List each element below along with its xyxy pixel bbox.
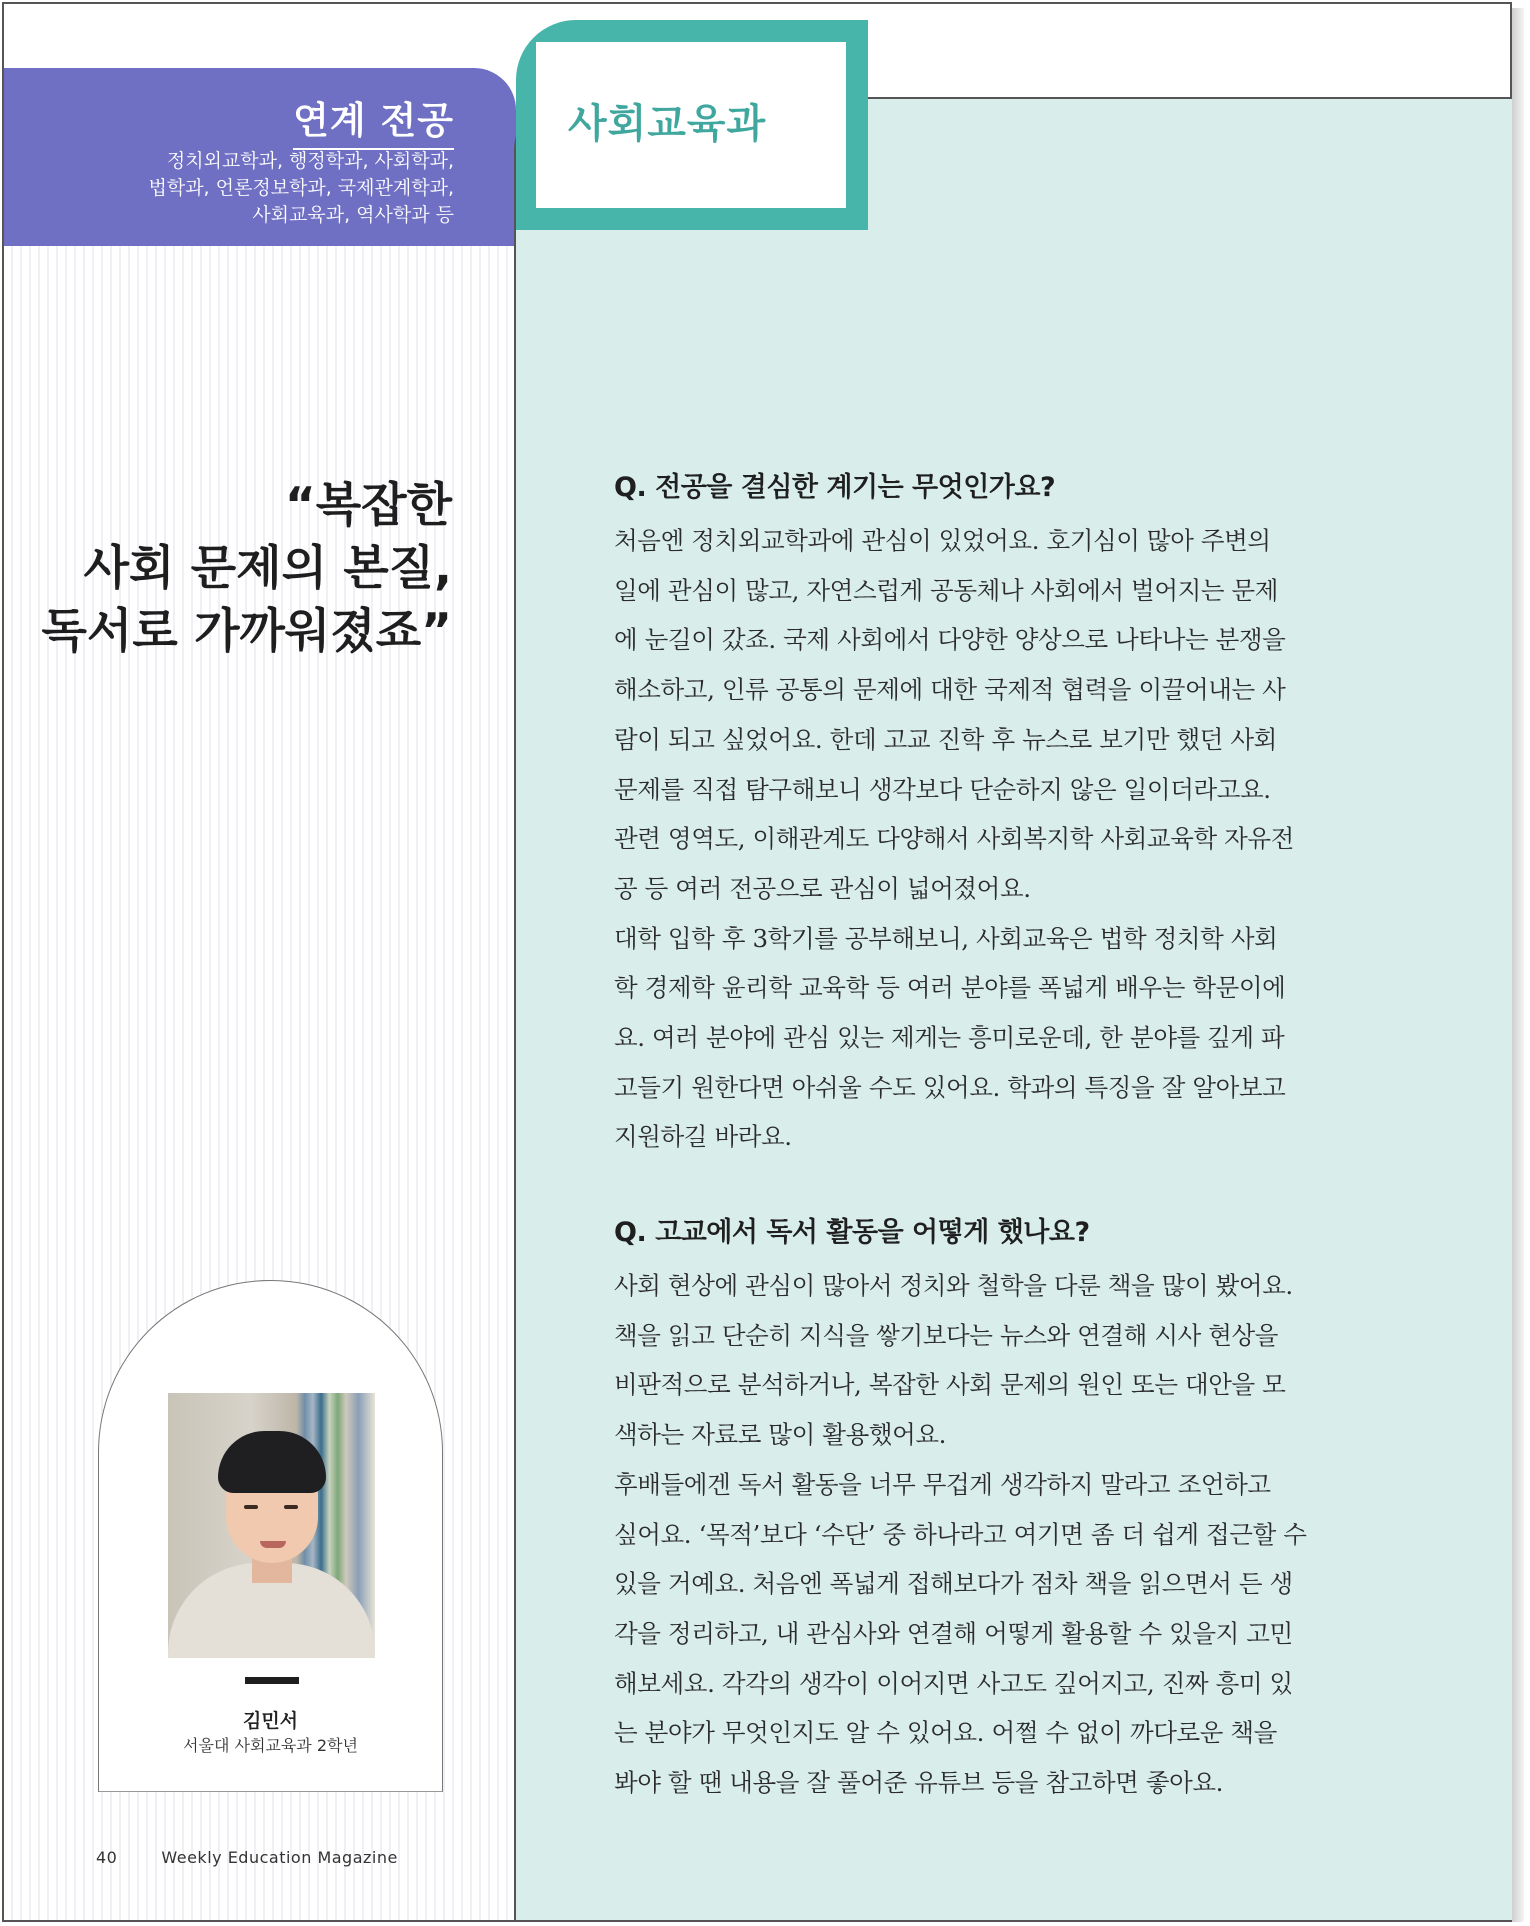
answer-line: 사회 현상에 관심이 많아서 정치와 철학을 다룬 책을 많이 봤어요. [614, 1271, 1293, 1300]
pull-quote-line: “복잡한 [284, 478, 452, 533]
answer-line: 람이 되고 싶었어요. 한데 고교 진학 후 뉴스로 보기만 했던 사회 [614, 724, 1277, 754]
answer-line: 대학 입학 후 3학기를 공부해보니, 사회교육은 법학 정치학 사회 [614, 923, 1278, 953]
answer-line: 학 경제학 윤리학 교육학 등 여러 분야를 폭넓게 배우는 학문이에 [614, 973, 1286, 1003]
question-heading: Q. 고교에서 독서 활동을 어떻게 했나요? [614, 1217, 1090, 1248]
name-divider [245, 1677, 299, 1684]
answer-line: 처음엔 정치외교학과에 관심이 있었어요. 호기심이 많아 주변의 [614, 526, 1271, 555]
question-heading: Q. 전공을 결심한 계기는 무엇인가요? [614, 472, 1056, 503]
answer-line: 책을 읽고 단순히 지식을 쌓기보다는 뉴스와 연결해 시사 현상을 [614, 1320, 1279, 1350]
student-affiliation: 서울대 사회교육과 2학년 [183, 1736, 358, 1755]
page-number: 40 [96, 1848, 118, 1867]
answer-line: 공 등 여러 전공으로 관심이 넓어졌어요. [614, 873, 1031, 903]
related-majors-line: 정치외교학과, 행정학과, 사회학과, [166, 150, 454, 172]
pull-quote-line: 독서로 가까워졌죠” [41, 604, 452, 659]
answer-text [614, 1261, 1354, 1808]
answer-line: 각을 정리하고, 내 관심사와 연결해 어떻게 활용할 수 있을지 고민 [614, 1618, 1293, 1648]
answer-line: 문제를 직접 탐구해보니 생각보다 단순하지 않은 일이더라고요. [614, 774, 1271, 804]
photo-eye [284, 1505, 298, 1509]
related-majors-line: 법학과, 언론정보학과, 국제관계학과, [148, 177, 454, 199]
qa-block-2 [614, 1213, 1354, 1808]
answer-line: 는 분야가 무엇인지도 알 수 있어요. 어쩔 수 없이 까다로운 책을 [614, 1718, 1277, 1748]
top-rule [868, 97, 1512, 99]
pull-quote [40, 474, 452, 663]
answer-line: 에 눈길이 갔죠. 국제 사회에서 다양한 양상으로 나타나는 분쟁을 [614, 625, 1286, 655]
answer-line: 봐야 할 땐 내용을 잘 풀어준 유튜브 등을 참고하면 좋아요. [614, 1768, 1224, 1798]
department-title: 사회교육과 [568, 101, 767, 147]
page-edge-shadow [1512, 8, 1524, 1922]
answer-line: 일에 관심이 많고, 자연스럽게 공동체나 사회에서 벌어지는 문제 [614, 575, 1279, 605]
answer-line: 해소하고, 인류 공통의 문제에 대한 국제적 협력을 이끌어내는 사 [614, 675, 1286, 705]
related-majors-list [34, 148, 454, 229]
photo-eye [244, 1505, 258, 1509]
related-majors-box [4, 68, 516, 246]
answer-line: 관련 영역도, 이해관계도 다양해서 사회복지학 사회교육학 자유전 [614, 824, 1294, 854]
student-name: 김민서 [242, 1710, 299, 1732]
answer-line: 후배들에겐 독서 활동을 너무 무겁게 생각하지 말라고 조언하고 [614, 1469, 1271, 1499]
related-majors-line: 사회교육과, 역사학과 등 [252, 204, 454, 226]
answer-line: 지원하길 바라요. [614, 1122, 792, 1152]
answer-text [614, 516, 1354, 1162]
photo-mouth [260, 1541, 286, 1548]
pull-quote-line: 사회 문제의 본질, [83, 541, 452, 596]
related-majors-title: 연계 전공 [293, 90, 454, 150]
answer-line: 해보세요. 각각의 생각이 이어지면 사고도 깊어지고, 진짜 흥미 있 [614, 1668, 1293, 1698]
answer-line: 고들기 원한다면 아쉬울 수도 있어요. 학과의 특징을 잘 알아보고 [614, 1072, 1286, 1102]
answer-line: 색하는 자료로 많이 활용했어요. [614, 1420, 947, 1450]
magazine-name: Weekly Education Magazine [161, 1848, 398, 1867]
student-photo [168, 1393, 375, 1658]
page-footer [96, 1848, 398, 1867]
answer-line: 싶어요. ‘목적’보다 ‘수단’ 중 하나라고 여기면 좀 더 쉽게 접근할 수 [614, 1519, 1307, 1549]
answer-line: 비판적으로 분석하거나, 복잡한 사회 문제의 원인 또는 대안을 모 [614, 1370, 1286, 1400]
answer-line: 있을 거예요. 처음엔 폭넓게 접해보다가 점차 책을 읽으면서 든 생 [614, 1569, 1293, 1599]
qa-block-1 [614, 468, 1354, 1162]
answer-line: 요. 여러 분야에 관심 있는 제게는 흥미로운데, 한 분야를 깊게 파 [614, 1023, 1285, 1053]
